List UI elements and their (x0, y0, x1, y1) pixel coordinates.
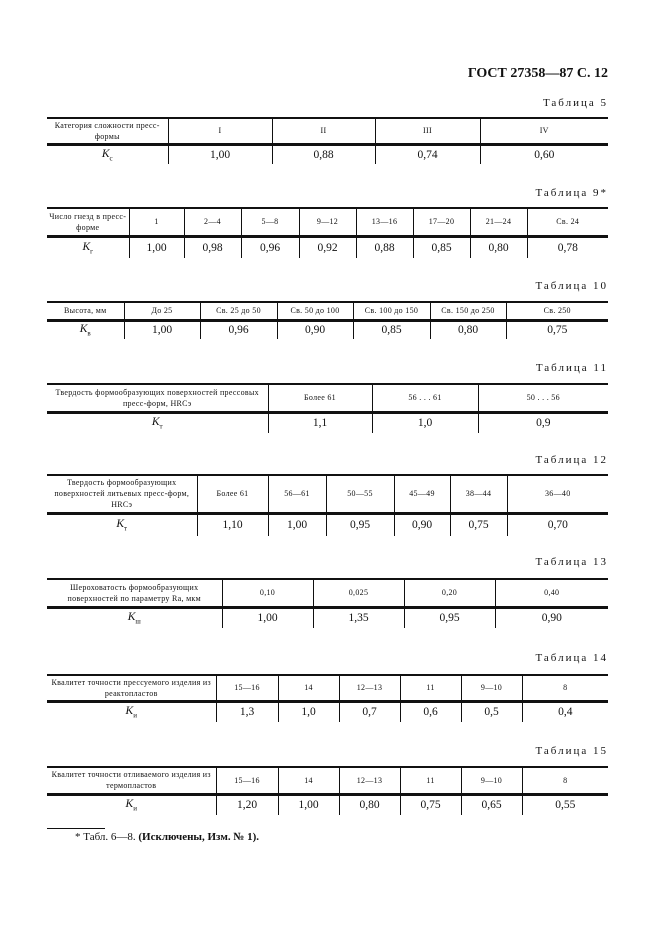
table-cell: 1,00 (129, 236, 184, 258)
table-cell: 0,5 (461, 701, 522, 722)
table-row (47, 412, 608, 433)
table-row (47, 513, 608, 536)
column-header: 15—16 (216, 675, 278, 701)
table-header-row (47, 384, 608, 412)
footnote (75, 831, 259, 843)
coefficient-table (47, 117, 608, 164)
table-cell: 0,85 (413, 236, 470, 258)
table-cell: 0,90 (277, 320, 353, 339)
table-cell: 1,00 (124, 320, 200, 339)
coefficient-letter: K (82, 240, 91, 253)
table-cell: 0,96 (200, 320, 277, 339)
table-row (47, 794, 608, 815)
table-caption: Таблица 5 (542, 97, 608, 109)
table-cell: 0,80 (339, 794, 400, 815)
table-cell: 0,7 (339, 701, 400, 722)
table-cell: 0,92 (299, 236, 356, 258)
coefficient-letter: K (127, 611, 136, 624)
coefficient-symbol (47, 412, 268, 433)
column-header: Св. 25 до 50 (200, 302, 277, 320)
table-cell: 1,35 (313, 607, 404, 628)
table-cell: 0,96 (241, 236, 299, 258)
table-cell: 1,00 (168, 144, 272, 164)
table-header-row (47, 675, 608, 701)
column-header: 11 (400, 767, 461, 794)
coefficient-letter: K (116, 518, 125, 531)
table-caption: Таблица 11 (535, 362, 608, 374)
column-header: 17—20 (413, 208, 470, 236)
table-header-row (47, 475, 608, 513)
column-header: 38—44 (450, 475, 507, 513)
table-cell: 0,88 (356, 236, 413, 258)
row-header-label: Число гнезд в пресс-форме (47, 208, 129, 236)
column-header: До 25 (124, 302, 200, 320)
table-row (47, 236, 608, 258)
table-cell: 1,20 (216, 794, 278, 815)
table-cell: 1,1 (268, 412, 372, 433)
table-caption: Таблица 13 (535, 556, 608, 568)
table-cell: 0,90 (495, 607, 608, 628)
column-header: 1 (129, 208, 184, 236)
column-header: Более 61 (268, 384, 372, 412)
coefficient-letter: K (125, 705, 134, 718)
column-header: 9—10 (461, 675, 522, 701)
table-cell: 0,88 (272, 144, 375, 164)
table-cell: 1,3 (216, 701, 278, 722)
row-header-label: Твердость формообразующих поверхностей прессовых пресс-форм, HRCэ (47, 384, 268, 412)
column-header: Св. 24 (527, 208, 608, 236)
column-header: IV (480, 118, 608, 144)
coefficient-table (47, 578, 608, 628)
column-header: 12—13 (339, 675, 400, 701)
table-cell: 1,00 (222, 607, 313, 628)
column-header: I (168, 118, 272, 144)
coefficient-letter: K (101, 147, 110, 160)
column-header: 0,10 (222, 579, 313, 607)
table-caption: Таблица 15 (535, 745, 608, 757)
table-cell: 0,70 (507, 513, 608, 536)
coefficient-symbol (47, 794, 216, 815)
table-cell: 0,55 (522, 794, 608, 815)
table-cell: 1,10 (197, 513, 268, 536)
column-header: 56 . . . 61 (372, 384, 478, 412)
table-row (47, 144, 608, 164)
column-header: Св. 50 до 100 (277, 302, 353, 320)
table-cell: 0,74 (375, 144, 480, 164)
coefficient-subscript: т (124, 524, 128, 533)
table-header-row (47, 208, 608, 236)
coefficient-letter: K (151, 416, 160, 429)
coefficient-subscript: г (90, 246, 94, 255)
coefficient-letter: K (125, 798, 134, 811)
column-header: 5—8 (241, 208, 299, 236)
column-header: 36—40 (507, 475, 608, 513)
column-header: 0,025 (313, 579, 404, 607)
page-header: ГОСТ 27358—87 С. 12 (467, 66, 608, 81)
column-header: Св. 150 до 250 (430, 302, 506, 320)
table-cell: 1,00 (278, 794, 339, 815)
column-header: III (375, 118, 480, 144)
coefficient-symbol (47, 236, 129, 258)
row-header-label: Квалитет точности прессуемого изделия из реактопластов (47, 675, 216, 701)
coefficient-table (47, 674, 608, 722)
table-header-row (47, 767, 608, 794)
column-header: 21—24 (470, 208, 527, 236)
coefficient-symbol (47, 320, 124, 339)
column-header: 12—13 (339, 767, 400, 794)
coefficient-table (47, 207, 608, 258)
footnote-text: * Табл. 6—8. (75, 831, 139, 843)
column-header: 0,20 (404, 579, 495, 607)
coefficient-subscript: с (109, 153, 113, 162)
coefficient-subscript: т (159, 422, 163, 431)
table-header-row (47, 302, 608, 320)
column-header: 8 (522, 767, 608, 794)
table-cell: 0,98 (184, 236, 241, 258)
table-header-row (47, 579, 608, 607)
table-header-row (47, 118, 608, 144)
table-cell: 0,75 (450, 513, 507, 536)
coefficient-symbol (47, 701, 216, 722)
column-header: 15—16 (216, 767, 278, 794)
table-cell: 0,85 (353, 320, 430, 339)
column-header: Более 61 (197, 475, 268, 513)
table-row (47, 320, 608, 339)
coefficient-table (47, 383, 608, 433)
table-cell: 0,80 (470, 236, 527, 258)
table-row (47, 607, 608, 628)
coefficient-table (47, 474, 608, 536)
column-header: 14 (278, 675, 339, 701)
footnote-bold: (Исключены, Изм. № 1). (138, 831, 260, 843)
table-cell: 1,0 (278, 701, 339, 722)
table-cell: 0,65 (461, 794, 522, 815)
column-header: 45—49 (394, 475, 450, 513)
table-cell: 0,4 (522, 701, 608, 722)
table-row (47, 701, 608, 722)
column-header: 8 (522, 675, 608, 701)
table-cell: 0,95 (404, 607, 495, 628)
column-header: 9—12 (299, 208, 356, 236)
column-header: 11 (400, 675, 461, 701)
column-header: 56—61 (268, 475, 326, 513)
coefficient-subscript: ш (135, 617, 141, 626)
table-cell: 0,75 (506, 320, 608, 339)
coefficient-symbol (47, 144, 168, 164)
column-header: Св. 100 до 150 (353, 302, 430, 320)
row-header-label: Категория сложности пресс-формы (47, 118, 168, 144)
coefficient-letter: K (79, 323, 88, 336)
table-cell: 1,00 (268, 513, 326, 536)
table-cell: 0,90 (394, 513, 450, 536)
column-header: 2—4 (184, 208, 241, 236)
coefficient-subscript: и (133, 804, 137, 813)
table-cell: 0,9 (478, 412, 608, 433)
table-cell: 0,60 (480, 144, 608, 164)
row-header-label: Высота, мм (47, 302, 124, 320)
column-header: Св. 250 (506, 302, 608, 320)
coefficient-table (47, 766, 608, 815)
table-caption: Таблица 10 (535, 280, 608, 292)
coefficient-symbol (47, 513, 197, 536)
table-cell: 0,78 (527, 236, 608, 258)
coefficient-symbol (47, 607, 222, 628)
table-caption: Таблица 12 (535, 454, 608, 466)
coefficient-table (47, 301, 608, 339)
row-header-label: Квалитет точности отливаемого изделия из термопластов (47, 767, 216, 794)
column-header: 0,40 (495, 579, 608, 607)
table-cell: 0,95 (326, 513, 394, 536)
column-header: 14 (278, 767, 339, 794)
coefficient-subscript: в (87, 329, 91, 338)
column-header: 13—16 (356, 208, 413, 236)
column-header: II (272, 118, 375, 144)
column-header: 9—10 (461, 767, 522, 794)
table-cell: 1,0 (372, 412, 478, 433)
row-header-label: Твердость формообразующих поверхностей литьевых пресс-форм, HRCэ (47, 475, 197, 513)
table-cell: 0,80 (430, 320, 506, 339)
table-cell: 0,6 (400, 701, 461, 722)
footnote-divider (47, 828, 105, 829)
coefficient-subscript: и (133, 711, 137, 720)
row-header-label: Шероховатость формообразующих поверхностей по параметру Ra, мкм (47, 579, 222, 607)
column-header: 50 . . . 56 (478, 384, 608, 412)
table-cell: 0,75 (400, 794, 461, 815)
table-caption: Таблица 14 (535, 652, 608, 664)
table-caption: Таблица 9* (535, 187, 608, 199)
column-header: 50—55 (326, 475, 394, 513)
